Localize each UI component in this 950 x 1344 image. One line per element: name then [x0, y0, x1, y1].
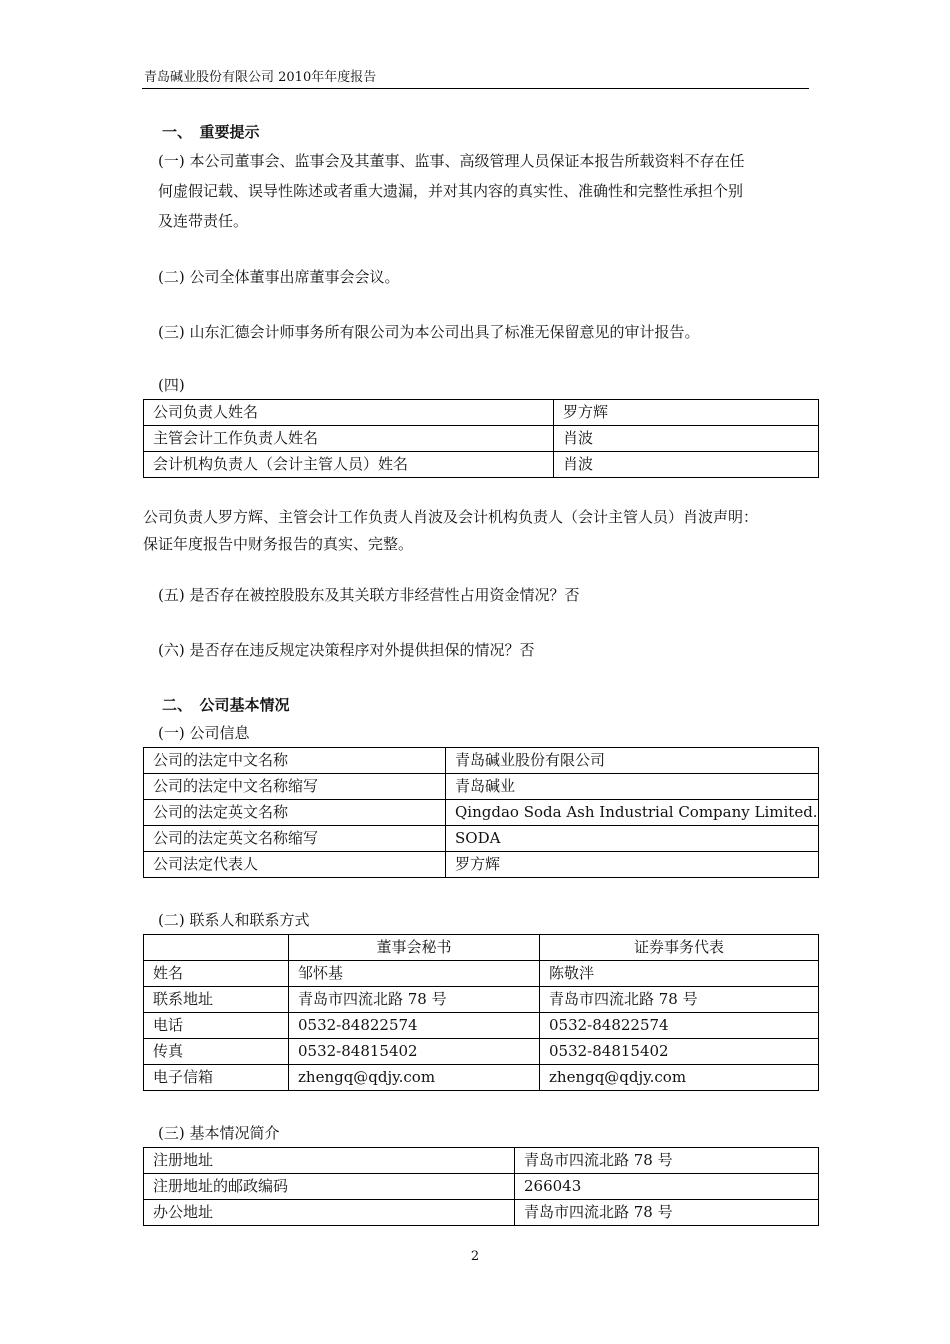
item2: (二) 公司全体董事出席董事会会议。	[158, 268, 400, 286]
table-cell: 会计机构负责人（会计主管人员）姓名	[144, 452, 554, 478]
table-cell: 办公地址	[144, 1200, 515, 1226]
table-row	[144, 987, 819, 1013]
table-row	[144, 1148, 819, 1174]
table-cell: 陈敬泮	[540, 961, 819, 987]
table-cell: 0532-84822574	[289, 1013, 540, 1039]
contacts-table	[143, 934, 819, 1091]
table-row	[144, 774, 819, 800]
company-info-table	[143, 747, 819, 878]
item1-line3: 及连带责任。	[158, 212, 249, 230]
table-cell: 传真	[144, 1039, 289, 1065]
item4-label: (四)	[158, 376, 185, 394]
table-header-cell	[144, 935, 289, 961]
table-cell: 主管会计工作负责人姓名	[144, 426, 554, 452]
statement-line1: 公司负责人罗方辉、主管会计工作负责人肖波及会计机构负责人（会计主管人员）肖波声明：	[143, 508, 759, 526]
table-cell: 公司的法定英文名称缩写	[144, 826, 446, 852]
table-row	[144, 852, 819, 878]
table-cell: 青岛碱业股份有限公司	[446, 748, 819, 774]
table-cell: 罗方辉	[554, 400, 819, 426]
table-cell: 公司的法定中文名称	[144, 748, 446, 774]
table-row	[144, 400, 819, 426]
table-cell: zhengq@qdjy.com	[289, 1065, 540, 1091]
statement-line2: 保证年度报告中财务报告的真实、完整。	[143, 535, 414, 553]
table-cell: Qingdao Soda Ash Industrial Company Limited.	[446, 800, 819, 826]
table-row	[144, 748, 819, 774]
responsible-persons-table	[143, 399, 819, 478]
table-cell: 公司的法定英文名称	[144, 800, 446, 826]
item5: (五) 是否存在被控股股东及其关联方非经营性占用资金情况？否	[158, 586, 580, 604]
table-row	[144, 826, 819, 852]
table-cell: 注册地址的邮政编码	[144, 1174, 515, 1200]
table-cell: 青岛碱业	[446, 774, 819, 800]
table-cell: 公司法定代表人	[144, 852, 446, 878]
table-cell: 邹怀基	[289, 961, 540, 987]
table-row	[144, 961, 819, 987]
table-cell: 肖波	[554, 426, 819, 452]
table-cell: 电子信箱	[144, 1065, 289, 1091]
table-cell: 0532-84815402	[289, 1039, 540, 1065]
sub2-title: (二) 联系人和联系方式	[158, 911, 310, 929]
basic-info-table	[143, 1147, 819, 1226]
item1-line2: 何虚假记载、误导性陈述或者重大遗漏，并对其内容的真实性、准确性和完整性承担个别	[158, 182, 744, 200]
table-cell: SODA	[446, 826, 819, 852]
table-cell: 0532-84815402	[540, 1039, 819, 1065]
table-cell: 266043	[515, 1174, 819, 1200]
table-row	[144, 1013, 819, 1039]
table-cell: 罗方辉	[446, 852, 819, 878]
table-cell: 电话	[144, 1013, 289, 1039]
table-row	[144, 1174, 819, 1200]
section2-title: 二、 公司基本情况	[162, 696, 290, 714]
table-cell: 0532-84822574	[540, 1013, 819, 1039]
table-cell: zhengq@qdjy.com	[540, 1065, 819, 1091]
sub1-title: (一) 公司信息	[158, 724, 250, 742]
item1-line1: (一) 本公司董事会、监事会及其董事、监事、高级管理人员保证本报告所载资料不存在任	[158, 152, 745, 170]
item6: (六) 是否存在违反规定决策程序对外提供担保的情况？否	[158, 641, 535, 659]
table-cell: 肖波	[554, 452, 819, 478]
table-header-row	[144, 935, 819, 961]
section1-title: 一、 重要提示	[162, 123, 260, 141]
table-cell: 青岛市四流北路 78 号	[515, 1200, 819, 1226]
page-header: 青岛碱业股份有限公司 2010年年度报告	[144, 70, 377, 85]
table-header-cell: 董事会秘书	[289, 935, 540, 961]
header-divider	[142, 88, 809, 89]
table-row	[144, 1200, 819, 1226]
sub3-title: (三) 基本情况简介	[158, 1124, 280, 1142]
table-header-cell: 证券事务代表	[540, 935, 819, 961]
table-cell: 注册地址	[144, 1148, 515, 1174]
item3: (三) 山东汇德会计师事务所有限公司为本公司出具了标准无保留意见的审计报告。	[158, 323, 700, 341]
table-cell: 公司负责人姓名	[144, 400, 554, 426]
table-row	[144, 800, 819, 826]
table-row	[144, 452, 819, 478]
table-cell: 联系地址	[144, 987, 289, 1013]
table-row	[144, 426, 819, 452]
page-number: 2	[470, 1249, 480, 1264]
table-cell: 公司的法定中文名称缩写	[144, 774, 446, 800]
table-row	[144, 1039, 819, 1065]
table-cell: 姓名	[144, 961, 289, 987]
table-cell: 青岛市四流北路 78 号	[515, 1148, 819, 1174]
table-row	[144, 1065, 819, 1091]
table-cell: 青岛市四流北路 78 号	[289, 987, 540, 1013]
table-cell: 青岛市四流北路 78 号	[540, 987, 819, 1013]
